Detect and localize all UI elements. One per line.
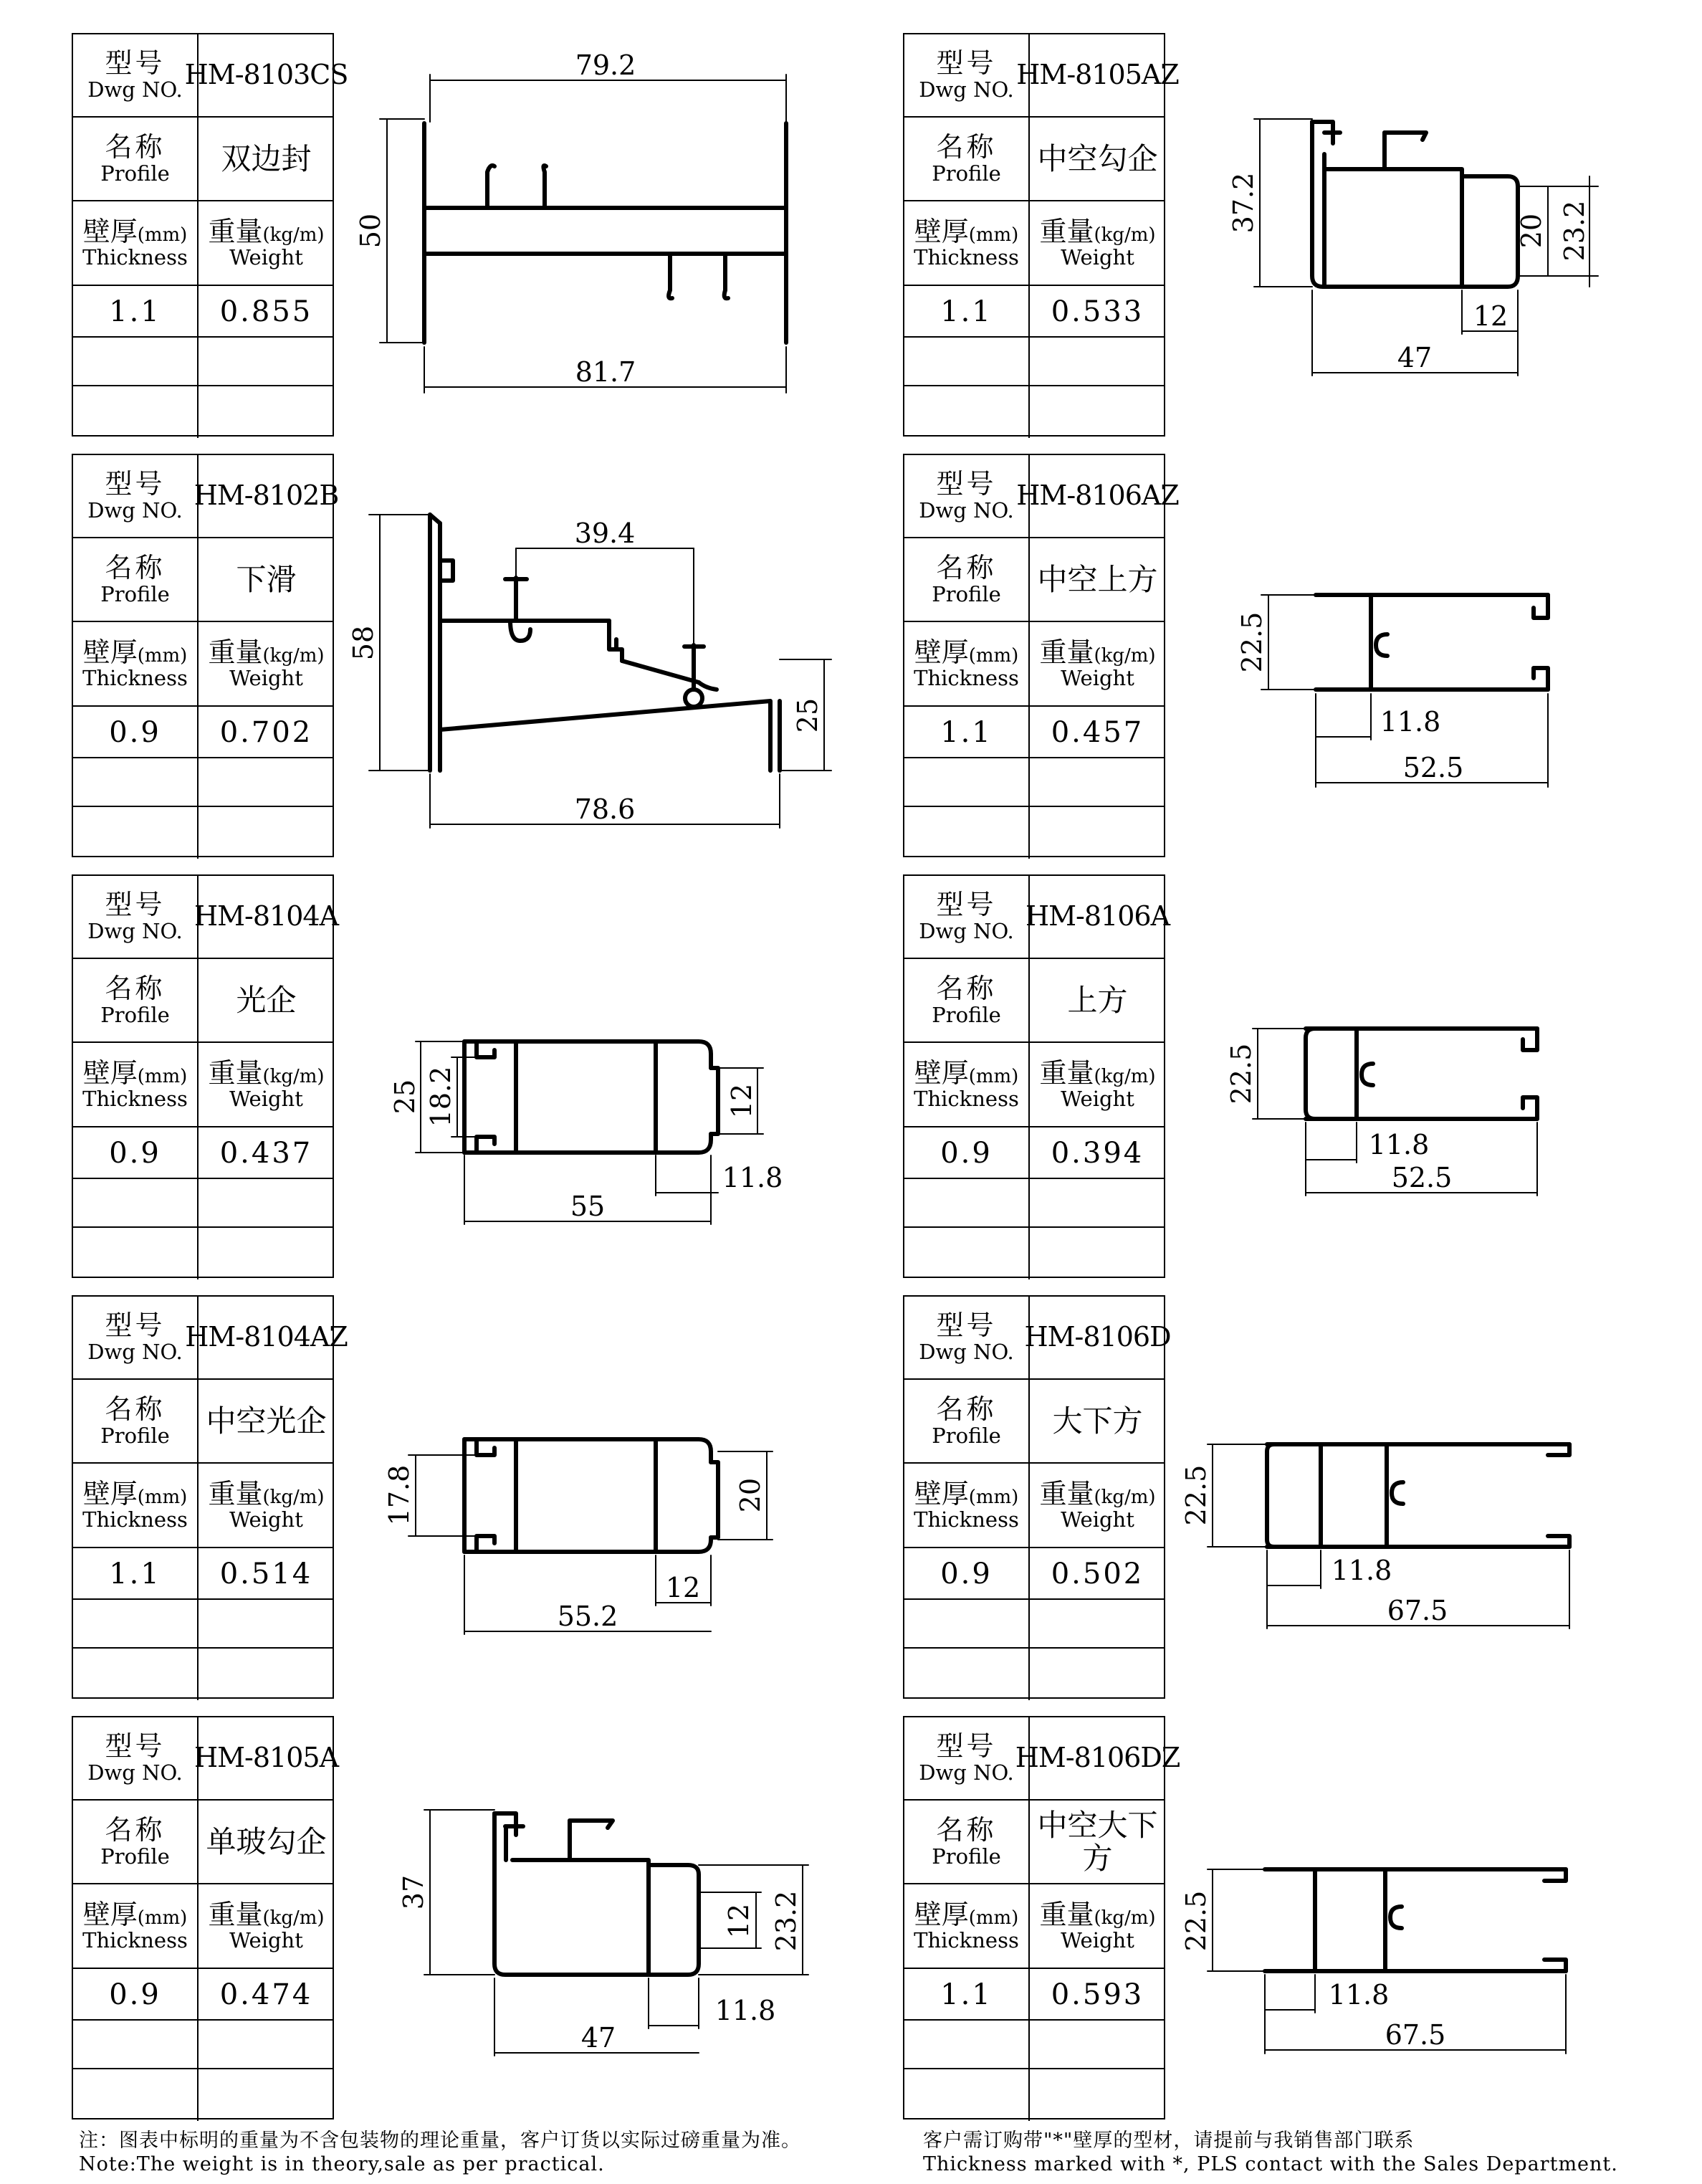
dim-label: 23.2 xyxy=(1559,200,1590,262)
weight-value: 0.474 xyxy=(219,1978,313,2011)
dim-label: 50 xyxy=(355,213,386,249)
dim-label: 79.2 xyxy=(575,49,636,81)
dwg-no-value: HM-8104A xyxy=(193,900,339,933)
thickness-label: 壁厚(mm) Thickness xyxy=(914,1477,1019,1532)
profile-label: 名称 Profile xyxy=(100,1393,170,1448)
profile-drawing-hm-8105az xyxy=(1312,122,1518,287)
thickness-label: 壁厚(mm) Thickness xyxy=(914,1898,1019,1953)
dim-label: 25 xyxy=(792,697,823,733)
note-en-right: Thickness marked with *, PLS contact with the Sales Department. xyxy=(923,2153,1618,2175)
dim-label: 20 xyxy=(735,1477,766,1513)
profile-name: 中空大下方 xyxy=(1037,1807,1158,1876)
profile-drawing-hm-8106az xyxy=(1316,595,1548,690)
dwg-no-value: HM-8106A xyxy=(1025,900,1170,933)
thickness-label: 壁厚(mm) Thickness xyxy=(82,1898,188,1953)
dim-label: 11.8 xyxy=(1368,1129,1430,1160)
weight-value: 0.502 xyxy=(1051,1557,1144,1591)
dwg-no-label: 型号 Dwg NO. xyxy=(919,1730,1014,1785)
dim-label: 67.5 xyxy=(1385,2019,1446,2051)
weight-value: 0.855 xyxy=(219,295,313,328)
profile-name: 中空光企 xyxy=(206,1403,327,1439)
dwg-no-value: HM-8106AZ xyxy=(1016,480,1179,512)
weight-label: 重量(kg/m) Weight xyxy=(1039,636,1156,691)
thickness-value: 0.9 xyxy=(109,1136,161,1170)
note-cn-right: 客户需订购带"*"壁厚的型材，请提前与我销售部门联系 xyxy=(923,2130,1415,2152)
thickness-value: 1.1 xyxy=(940,295,993,328)
thickness-label: 壁厚(mm) Thickness xyxy=(914,215,1019,270)
profile-label: 名称 Profile xyxy=(932,1393,1001,1448)
weight-label: 重量(kg/m) Weight xyxy=(1039,1477,1156,1532)
thickness-label: 壁厚(mm) Thickness xyxy=(82,215,188,270)
thickness-value: 1.1 xyxy=(109,1557,161,1591)
dim-label: 11.8 xyxy=(1328,1979,1390,2011)
profile-name: 中空勾企 xyxy=(1037,140,1158,176)
dwg-no-value: HM-8106DZ xyxy=(1015,1742,1180,1774)
weight-label: 重量(kg/m) Weight xyxy=(208,1057,325,1112)
profile-drawing-hm-8106a xyxy=(1306,1029,1537,1119)
weight-label: 重量(kg/m) Weight xyxy=(208,1898,325,1953)
dim-label: 18.2 xyxy=(425,1066,456,1127)
profile-drawing-hm-8104a xyxy=(464,1041,718,1153)
thickness-value: 0.9 xyxy=(940,1136,993,1170)
profile-name: 上方 xyxy=(1067,982,1128,1018)
thickness-value: 0.9 xyxy=(109,1978,161,2011)
dim-label: 22.5 xyxy=(1180,1464,1212,1526)
dwg-no-value: HM-8105AZ xyxy=(1016,59,1179,91)
profile-name: 双边封 xyxy=(221,140,312,176)
weight-label: 重量(kg/m) Weight xyxy=(208,636,325,691)
dim-label: 11.8 xyxy=(714,1995,776,2026)
dwg-no-label: 型号 Dwg NO. xyxy=(87,1310,183,1364)
thickness-label: 壁厚(mm) Thickness xyxy=(914,1057,1019,1112)
profile-label: 名称 Profile xyxy=(932,973,1001,1027)
dwg-no-label: 型号 Dwg NO. xyxy=(919,1310,1014,1364)
profile-name: 中空上方 xyxy=(1037,561,1158,597)
profile-drawing-hm-8103cs xyxy=(424,123,786,343)
dwg-no-label: 型号 Dwg NO. xyxy=(87,1730,183,1785)
dim-label: 22.5 xyxy=(1236,611,1268,673)
dim-label: 55.2 xyxy=(557,1601,618,1632)
weight-label: 重量(kg/m) Weight xyxy=(1039,1057,1156,1112)
profile-drawing-hm-8105a xyxy=(494,1813,699,1975)
profile-name: 单玻勾企 xyxy=(206,1823,327,1859)
dim-label: 12 xyxy=(1473,300,1509,332)
profile-label: 名称 Profile xyxy=(100,552,170,606)
thickness-label: 壁厚(mm) Thickness xyxy=(914,636,1019,691)
weight-value: 0.593 xyxy=(1051,1978,1144,2011)
profile-label: 名称 Profile xyxy=(100,973,170,1027)
dwg-no-value: HM-8102B xyxy=(193,480,339,512)
dim-label: 20 xyxy=(1516,213,1547,249)
profile-drawing-hm-8106dz xyxy=(1265,1869,1566,1971)
thickness-label: 壁厚(mm) Thickness xyxy=(82,1057,188,1112)
dwg-no-value: HM-8104AZ xyxy=(185,1321,348,1353)
dwg-no-label: 型号 Dwg NO. xyxy=(87,889,183,943)
dim-label: 11.8 xyxy=(1380,706,1441,738)
weight-value: 0.514 xyxy=(219,1557,313,1591)
thickness-value: 1.1 xyxy=(940,1978,993,2011)
dim-label: 17.8 xyxy=(383,1464,415,1526)
profile-label: 名称 Profile xyxy=(932,131,1001,186)
dim-label: 52.5 xyxy=(1391,1162,1453,1193)
dim-label: 25 xyxy=(389,1079,421,1115)
weight-label: 重量(kg/m) Weight xyxy=(1039,1898,1156,1953)
dim-label: 47 xyxy=(1397,342,1433,373)
profile-label: 名称 Profile xyxy=(932,552,1001,606)
weight-value: 0.702 xyxy=(219,715,313,749)
dim-label: 22.5 xyxy=(1180,1890,1212,1952)
dim-label: 12 xyxy=(726,1083,757,1119)
dim-label: 55 xyxy=(570,1191,606,1222)
weight-label: 重量(kg/m) Weight xyxy=(208,1477,325,1532)
dim-label: 22.5 xyxy=(1225,1043,1257,1105)
thickness-value: 0.9 xyxy=(940,1557,993,1591)
dim-label: 39.4 xyxy=(574,518,636,549)
dim-label: 81.7 xyxy=(575,356,636,388)
thickness-label: 壁厚(mm) Thickness xyxy=(82,636,188,691)
dim-label: 23.2 xyxy=(770,1890,802,1952)
dim-label: 67.5 xyxy=(1387,1595,1448,1626)
weight-value: 0.533 xyxy=(1051,295,1144,328)
profile-name: 大下方 xyxy=(1052,1403,1143,1439)
dim-label: 37.2 xyxy=(1228,172,1259,234)
profile-drawing-hm-8106d xyxy=(1267,1444,1569,1547)
dim-label: 12 xyxy=(665,1572,701,1603)
weight-label: 重量(kg/m) Weight xyxy=(1039,215,1156,270)
dim-label: 12 xyxy=(723,1903,755,1939)
profile-name: 下滑 xyxy=(236,561,297,597)
profile-drawing-hm-8102b xyxy=(430,515,780,771)
dim-label: 11.8 xyxy=(1331,1555,1392,1586)
dim-label: 47 xyxy=(580,2022,616,2054)
dwg-no-value: HM-8105A xyxy=(193,1742,339,1774)
dim-label: 52.5 xyxy=(1402,752,1464,783)
profile-name: 光企 xyxy=(236,982,297,1018)
dim-label: 78.6 xyxy=(574,793,636,825)
dwg-no-value: HM-8103CS xyxy=(184,59,348,91)
weight-value: 0.437 xyxy=(219,1136,313,1170)
weight-value: 0.457 xyxy=(1051,715,1144,749)
dwg-no-label: 型号 Dwg NO. xyxy=(919,889,1014,943)
dwg-no-label: 型号 Dwg NO. xyxy=(919,468,1014,523)
note-cn-left: 注：图表中标明的重量为不含包装物的理论重量，客户订货以实际过磅重量为准。 xyxy=(79,2130,801,2152)
profile-drawing-hm-8104az xyxy=(464,1439,718,1552)
thickness-value: 0.9 xyxy=(109,715,161,749)
dim-label: 37 xyxy=(398,1874,429,1910)
dwg-no-label: 型号 Dwg NO. xyxy=(87,47,183,102)
dwg-no-label: 型号 Dwg NO. xyxy=(87,468,183,523)
profile-label: 名称 Profile xyxy=(100,1814,170,1869)
profile-label: 名称 Profile xyxy=(100,131,170,186)
weight-label: 重量(kg/m) Weight xyxy=(208,215,325,270)
weight-value: 0.394 xyxy=(1051,1136,1144,1170)
profile-label: 名称 Profile xyxy=(932,1814,1001,1869)
thickness-value: 1.1 xyxy=(940,715,993,749)
dim-label: 11.8 xyxy=(722,1162,783,1193)
note-en-left: Note:The weight is in theory,sale as per practical. xyxy=(79,2153,605,2175)
dwg-no-label: 型号 Dwg NO. xyxy=(919,47,1014,102)
thickness-label: 壁厚(mm) Thickness xyxy=(82,1477,188,1532)
dim-label: 58 xyxy=(348,625,379,661)
thickness-value: 1.1 xyxy=(109,295,161,328)
dwg-no-value: HM-8106D xyxy=(1024,1321,1171,1353)
